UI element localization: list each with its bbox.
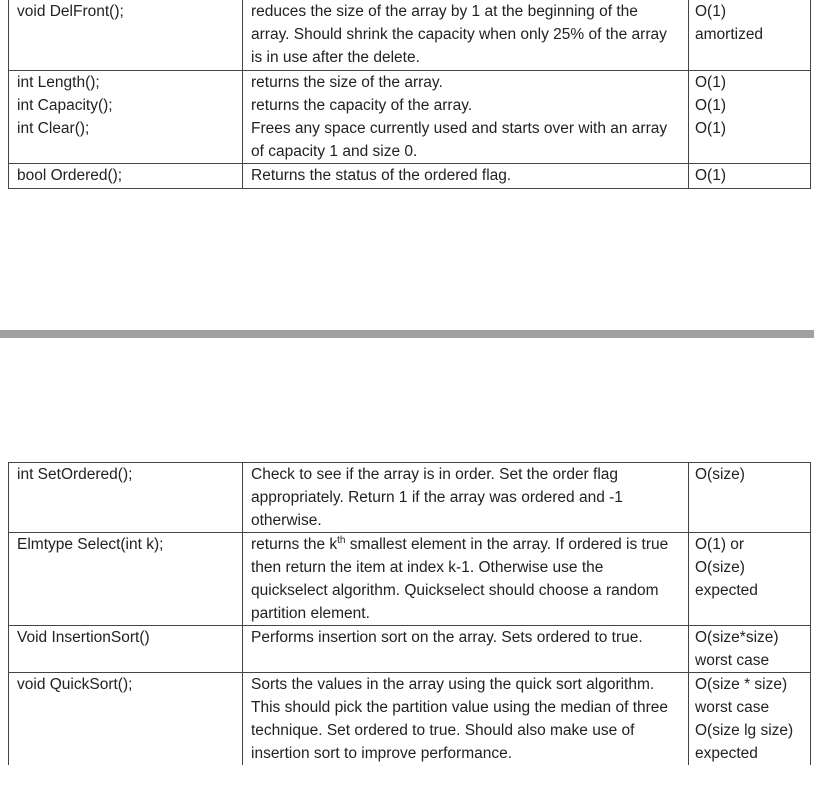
function-complexity: O(size*size) worst case (689, 626, 811, 673)
complexity-line: O(size lg size) (695, 722, 794, 739)
function-complexity: O(1) (689, 70, 811, 94)
table-row (9, 117, 811, 164)
function-description (243, 533, 689, 626)
function-description: returns the capacity of the array. (243, 94, 689, 117)
table-row (9, 0, 811, 70)
description-text: smallest element in the array. If ordered is true then return the item at index k-1. Otherwise use the quickselect algorithm. Quickselect should choose a random partition element. (251, 536, 669, 622)
document-page-1 (0, 0, 814, 330)
function-complexity: O(1) (689, 117, 811, 164)
document-page-2 (0, 338, 814, 793)
function-signature: Elmtype Select(int k); (9, 533, 243, 626)
function-spec-table-1 (8, 0, 811, 189)
table-row (9, 70, 811, 94)
function-description: Performs insertion sort on the array. Sets ordered to true. (243, 626, 689, 673)
function-description: Frees any space currently used and starts over with an array of capacity 1 and size 0. (243, 117, 689, 164)
function-description: Sorts the values in the array using the quick sort algorithm. This should pick the partition value using the median of three technique. Set ordered to true. Should also make use of insertion sort to improve performance. (243, 673, 689, 766)
function-signature: void DelFront(); (9, 0, 243, 70)
function-signature: int Capacity(); (9, 94, 243, 117)
ordinal-superscript: th (337, 534, 346, 546)
page-separator (0, 330, 814, 338)
complexity-line: O(size * size) (695, 676, 788, 693)
function-signature: void QuickSort(); (9, 673, 243, 766)
function-signature: Void InsertionSort() (9, 626, 243, 673)
description-text: returns the k (251, 536, 338, 553)
function-description: reduces the size of the array by 1 at the beginning of the array. Should shrink the capacity when only 25% of the array is in use after the delete. (243, 0, 689, 70)
function-complexity: O(1) or O(size) expected (689, 533, 811, 626)
table-row (9, 463, 811, 533)
function-complexity: O(1) (689, 94, 811, 117)
function-description: returns the size of the array. (243, 70, 689, 94)
function-complexity (689, 673, 811, 766)
complexity-line: expected (695, 745, 758, 762)
table-row (9, 626, 811, 673)
complexity-line: worst case (695, 699, 770, 716)
table-row (9, 673, 811, 766)
function-complexity: O(1) amortized (689, 0, 811, 70)
function-description: Returns the status of the ordered flag. (243, 164, 689, 188)
function-spec-table-2 (8, 462, 811, 765)
function-complexity: O(1) (689, 164, 811, 188)
function-description: Check to see if the array is in order. Set the order flag appropriately. Return 1 if the array was ordered and -1 otherwise. (243, 463, 689, 533)
function-signature: int Length(); (9, 70, 243, 94)
table-row (9, 164, 811, 188)
function-signature: int SetOrdered(); (9, 463, 243, 533)
function-signature: bool Ordered(); (9, 164, 243, 188)
function-signature: int Clear(); (9, 117, 243, 164)
table-row (9, 533, 811, 626)
table-row (9, 94, 811, 117)
function-complexity: O(size) (689, 463, 811, 533)
